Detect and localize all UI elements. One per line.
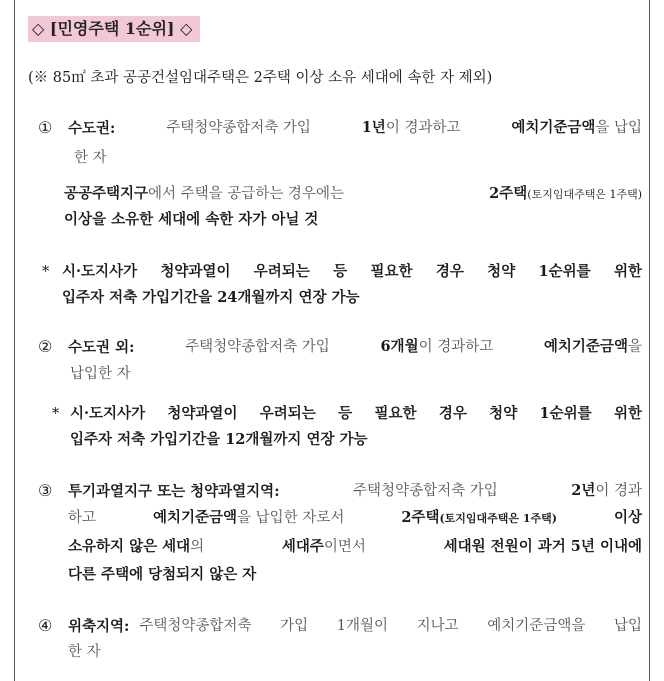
item1-sub2: 이상을 소유한 세대에 속한 자가 아닐 것	[64, 211, 319, 228]
diamond-left-icon: ◇	[32, 19, 45, 38]
item1-label: 수도권:	[68, 120, 116, 137]
item1-number: ①	[38, 118, 53, 137]
item1-line1: ① 수도권: 주택청약종합저축 가입 1년이 경과하고 예치기준금액을 납입	[38, 118, 642, 137]
item4-label: 위축지역:	[68, 618, 130, 635]
item1-star2: 입주자 저축 가입기간을 24개월까지 연장 가능	[62, 289, 360, 306]
item1-sub1: 공공주택지구에서 주택을 공급하는 경우에는 2주택(토지임대주택은 1주택)	[64, 185, 642, 202]
item2-label: 수도권 외:	[68, 339, 135, 356]
item3-number: ③	[38, 481, 53, 500]
item3-line2: 하고 예치기준금액을 납입한 자로서 2주택(토지임대주택은 1주택) 이상	[68, 509, 642, 526]
item2-star2: 입주자 저축 가입기간을 12개월까지 연장 가능	[70, 431, 368, 448]
diamond-right-icon: ◇	[180, 19, 193, 38]
item2-star1: * 시·도지사가 청약과열이 우려되는 등 필요한 경우 청약 1순위를 위한	[52, 405, 642, 422]
item1-line2: 한 자	[74, 150, 107, 166]
item2-number: ②	[38, 337, 53, 356]
item4-line1: ④ 위축지역: 주택청약종합저축 가입 1개월이 지나고 예치기준금액을 납입	[38, 616, 642, 635]
item4-line2: 한 자	[68, 644, 101, 660]
item1-star1: * 시·도지사가 청약과열이 우려되는 등 필요한 경우 청약 1순위를 위한	[42, 263, 642, 280]
item2-line1: ② 수도권 외: 주택청약종합저축 가입 6개월이 경과하고 예치기준금액을	[38, 337, 642, 356]
item2-line2: 납입한 자	[70, 366, 131, 382]
item3-line3: 소유하지 않은 세대의 세대주이면서 세대원 전원이 과거 5년 이내에	[68, 538, 642, 555]
item3-label: 투기과열지구 또는 청약과열지역:	[68, 483, 280, 500]
item3-line1: ③ 투기과열지구 또는 청약과열지역: 주택청약종합저축 가입 2년이 경과	[38, 481, 642, 500]
item3-line4: 다른 주택에 당첨되지 않은 자	[68, 566, 257, 583]
exclusion-note: (※ 85㎡ 초과 공공건설임대주택은 2주택 이상 소유 세대에 속한 자 제외)	[28, 70, 493, 86]
section-title-text: [민영주택 1순위]	[49, 19, 175, 38]
section-title	[28, 16, 200, 42]
item4-number: ④	[38, 616, 53, 635]
